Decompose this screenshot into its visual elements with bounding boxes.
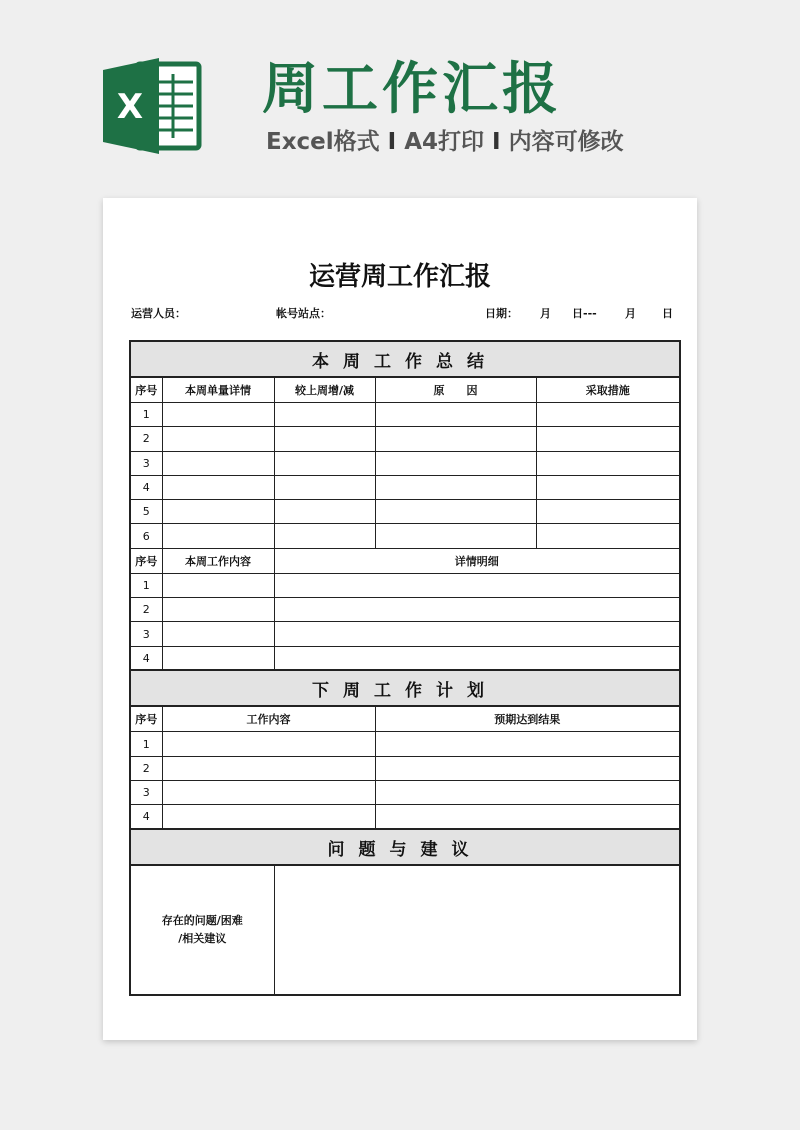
section-issues-heading: 问题与建议: [130, 829, 680, 865]
cell[interactable]: [162, 573, 274, 597]
row-index: 2: [130, 598, 162, 622]
cell[interactable]: [536, 427, 680, 451]
date-label: 日期：: [485, 307, 518, 320]
col-header-index: 序号: [130, 548, 162, 573]
subtitle-editable: 内容可修改: [508, 129, 624, 155]
row-index: 2: [130, 427, 162, 451]
table-row: [130, 427, 680, 451]
subtitle-format: Excel格式: [266, 129, 380, 155]
cell[interactable]: [375, 475, 536, 499]
table-row: [130, 598, 680, 622]
cell[interactable]: [536, 524, 680, 548]
cell[interactable]: [274, 451, 375, 475]
table-row: [130, 805, 680, 829]
cell[interactable]: [375, 732, 680, 756]
row-index: 4: [130, 475, 162, 499]
cell[interactable]: [162, 646, 274, 670]
cell[interactable]: [162, 500, 274, 524]
cell[interactable]: [536, 451, 680, 475]
cell[interactable]: [162, 622, 274, 646]
cell[interactable]: [274, 475, 375, 499]
issues-label-line-2: /相关建议: [178, 932, 227, 946]
cell[interactable]: [274, 403, 375, 427]
col-header-weekly-change: 较上周增/减: [274, 377, 375, 403]
issues-content-cell[interactable]: [274, 865, 680, 995]
table-row: [130, 646, 680, 670]
cell[interactable]: [162, 805, 375, 829]
subtitle-separator: I: [492, 129, 501, 155]
table-row: [130, 475, 680, 499]
row-index: 4: [130, 646, 162, 670]
cell[interactable]: [274, 573, 680, 597]
cell[interactable]: [162, 451, 274, 475]
row-index: 5: [130, 500, 162, 524]
date-day-1: 日---: [572, 307, 597, 320]
cell[interactable]: [162, 598, 274, 622]
site-label: 帐号站点：: [276, 307, 331, 320]
col-header-index: 序号: [130, 377, 162, 403]
row-index: 3: [130, 781, 162, 805]
cell[interactable]: [274, 622, 680, 646]
cell[interactable]: [162, 756, 375, 780]
cell[interactable]: [162, 732, 375, 756]
row-index: 1: [130, 573, 162, 597]
table-row: [130, 573, 680, 597]
subtitle-print: A4打印: [404, 129, 485, 155]
cell[interactable]: [536, 475, 680, 499]
document-title: 运营周工作汇报: [308, 262, 491, 292]
report-table: [129, 340, 681, 996]
table-row: [130, 403, 680, 427]
cell[interactable]: [274, 427, 375, 451]
section-next-week-heading: 下周工作计划: [130, 670, 680, 706]
banner-subtitle: [266, 122, 624, 162]
date-month-1: 月: [540, 307, 551, 320]
date-month-2: 月: [625, 307, 636, 320]
table-row: [130, 451, 680, 475]
row-index: 3: [130, 451, 162, 475]
cell[interactable]: [375, 524, 536, 548]
col-header-reason: 原 因: [375, 377, 536, 403]
col-header-index: 序号: [130, 706, 162, 732]
cell[interactable]: [274, 500, 375, 524]
cell[interactable]: [162, 403, 274, 427]
cell[interactable]: [162, 475, 274, 499]
date-day-2: 日: [662, 307, 673, 320]
row-index: 6: [130, 524, 162, 548]
col-header-details: 详情明细: [274, 548, 680, 573]
col-header-work-content: 工作内容: [162, 706, 375, 732]
table-row: [130, 622, 680, 646]
col-header-measures: 采取措施: [536, 377, 680, 403]
issues-label-line-1: 存在的问题/困难: [161, 914, 243, 928]
col-header-order-details: 本周单量详情: [162, 377, 274, 403]
cell[interactable]: [162, 781, 375, 805]
row-index: 3: [130, 622, 162, 646]
cell[interactable]: [375, 427, 536, 451]
cell[interactable]: [375, 756, 680, 780]
cell[interactable]: [375, 500, 536, 524]
excel-logo-icon: [103, 58, 203, 154]
subtitle-separator: I: [387, 129, 397, 155]
table-row: [130, 781, 680, 805]
table-row: [130, 732, 680, 756]
cell[interactable]: [375, 451, 536, 475]
table-row: [130, 756, 680, 780]
issues-label: [130, 865, 274, 995]
cell[interactable]: [274, 598, 680, 622]
cell[interactable]: [274, 524, 375, 548]
cell[interactable]: [274, 646, 680, 670]
col-header-work-content: 本周工作内容: [162, 548, 274, 573]
row-index: 2: [130, 756, 162, 780]
table-row: [130, 500, 680, 524]
cell[interactable]: [536, 403, 680, 427]
table-row: [130, 524, 680, 548]
cell[interactable]: [375, 403, 536, 427]
banner-title: 周工作汇报: [262, 57, 562, 122]
section-this-week-heading: 本周工作总结: [130, 341, 680, 377]
cell[interactable]: [375, 781, 680, 805]
cell[interactable]: [375, 805, 680, 829]
row-index: 1: [130, 403, 162, 427]
row-index: 1: [130, 732, 162, 756]
cell[interactable]: [162, 427, 274, 451]
cell[interactable]: [162, 524, 274, 548]
operator-label: 运营人员：: [131, 307, 186, 320]
cell[interactable]: [536, 500, 680, 524]
logo-letter: X: [116, 87, 144, 127]
row-index: 4: [130, 805, 162, 829]
col-header-expected-result: 预期达到结果: [375, 706, 680, 732]
